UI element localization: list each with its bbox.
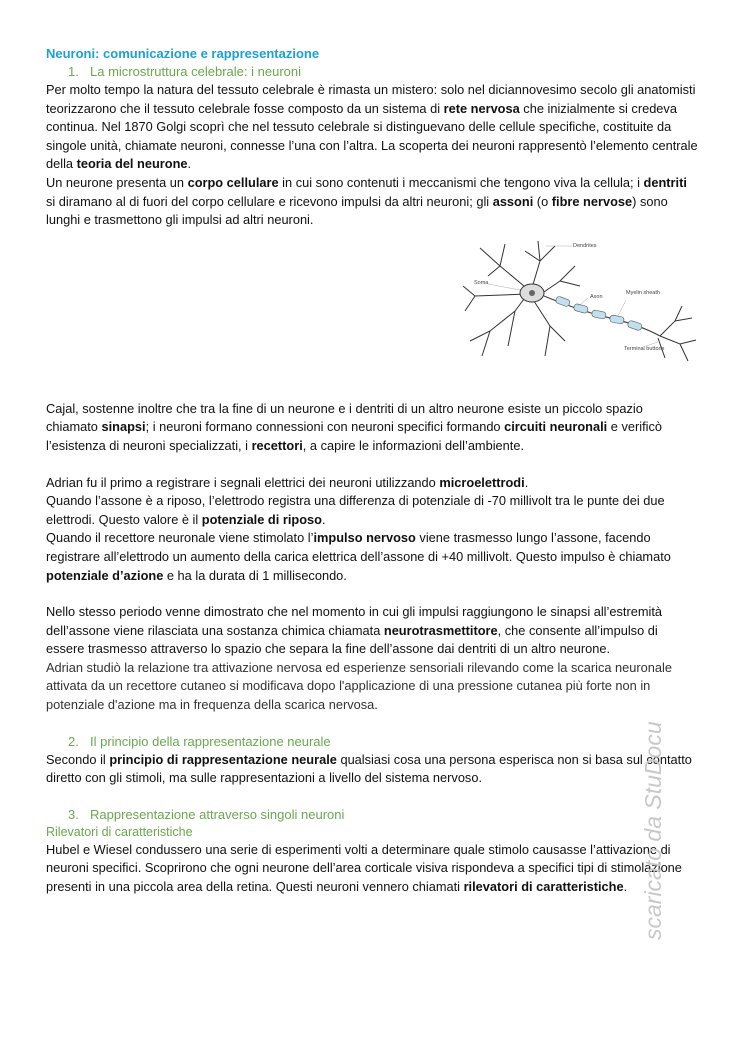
axon-label: Axon (590, 293, 603, 300)
subheading: Rilevatori di caratteristiche (46, 824, 193, 839)
soma-label: Soma (474, 279, 489, 286)
paragraph: Hubel e Wiesel condussero una serie di esperimenti volti a determinare quale stimolo causasse l’attivazione di neuroni specifici. Scoprirono che ogni neurone dell’area corticale visiva rispondeva a specifici tipi di stimolazione presenti in una piccola area della retina. Questi neuroni vennero chiamati rilevatori di caratteristiche. (46, 841, 682, 895)
section-2-heading: 2. Il principio della rappresentazione neurale (68, 733, 331, 749)
paragraph: Secondo il principio di rappresentazione neurale qualsiasi cosa una persona esperisca non si basa sul contatto diretto con gli stimoli, ma sulle rappresentazioni a livello del sistema nervoso. (46, 751, 692, 786)
paragraph: Quando il recettore neuronale viene stimolato l’impulso nervoso viene trasmesso lungo l’assone, facendo registrare all’elettrodo un aumento della carica elettrica dell’assone di +40 millivolt. Questo impulso è chiamato potenziale d’azione e ha la durata di 1 millisecondo. (46, 530, 671, 583)
paragraph: Quando l’assone è a riposo, l’elettrodo registra una differenza di potenziale di -70 millivolt tra le punte dei due elettrodi. Questo valore è il potenziale di riposo. (46, 493, 665, 527)
watermark: scaricato da StuDocu (640, 721, 666, 940)
document-page (46, 44, 698, 897)
section-3-heading: 3. Rappresentazione attraverso singoli neuroni (68, 806, 345, 822)
paragraph: Cajal, sostenne inoltre che tra la fine di un neurone e i dentriti di un altro neurone esiste un piccolo spazio chiamato sinapsi; i neuroni formano connessioni con neuroni specifici formando circuiti neuronali e verificò l’esistenza di neuroni specializzati, i recettori, a capire le informazioni dell’ambiente. (46, 400, 662, 453)
section-1-heading: 1. La microstruttura celebrale: i neuroni (68, 64, 301, 79)
paragraph: Adrian fu il primo a registrare i segnali elettrici dei neuroni utilizzando microelettrodi. (46, 474, 529, 490)
document-title: Neuroni: comunicazione e rappresentazione (46, 46, 320, 61)
myelin-label: Myelin sheath (626, 289, 660, 296)
paragraph: Un neurone presenta un corpo cellulare in cui sono contenuti i meccanismi che tengono viva la cellula; i dentriti si diramano al di fuori del corpo cellulare e ricevono impulsi da altri neuroni; gli assoni (o fibre nervose) sono lunghi e trasmettono gli impulsi ad altri neuroni. (46, 174, 687, 228)
paragraph: Adrian studiò la relazione tra attivazione nervosa ed esperienze sensoriali rilevando come la scarica neuronale attivata da un recettore cutaneo si modificava dopo l'applicazione di una pressione cutanea più forte non in potenziale d'azione ma in frequenza della scarica nervosa. (46, 659, 672, 713)
paragraph: Nello stesso periodo venne dimostrato che nel momento in cui gli impulsi raggiungono le sinapsi all’estremità dell’assone viene rilasciata una sostanza chimica chiamata neurotrasmettitore, che consente all’impulso di essere trasmesso attraverso lo spazio che separa la fine dell’assone dai dentriti di un altro neurone. (46, 604, 662, 657)
dendrites-label: Dendrites (573, 242, 597, 249)
paragraph: Per molto tempo la natura del tessuto celebrale è rimasta un mistero: solo nel diciannovesimo secolo gli anatomisti teorizzarono che il tessuto celebrale fosse composto da un sistema di rete nervosa che inizialmente si credeva continua. Nel 1870 Golgi scoprì che nel tessuto celebrale si distinguevano delle cellule specifiche, costituite da singole unità, chiamate neuroni, connesse l’una con l’altra. La scoperta dei neuroni rappresentò l’elemento centrale della teoria del neurone. (46, 82, 698, 172)
terminal-buttons-label: Terminal buttons (624, 345, 665, 352)
neuron-figure (460, 236, 700, 366)
